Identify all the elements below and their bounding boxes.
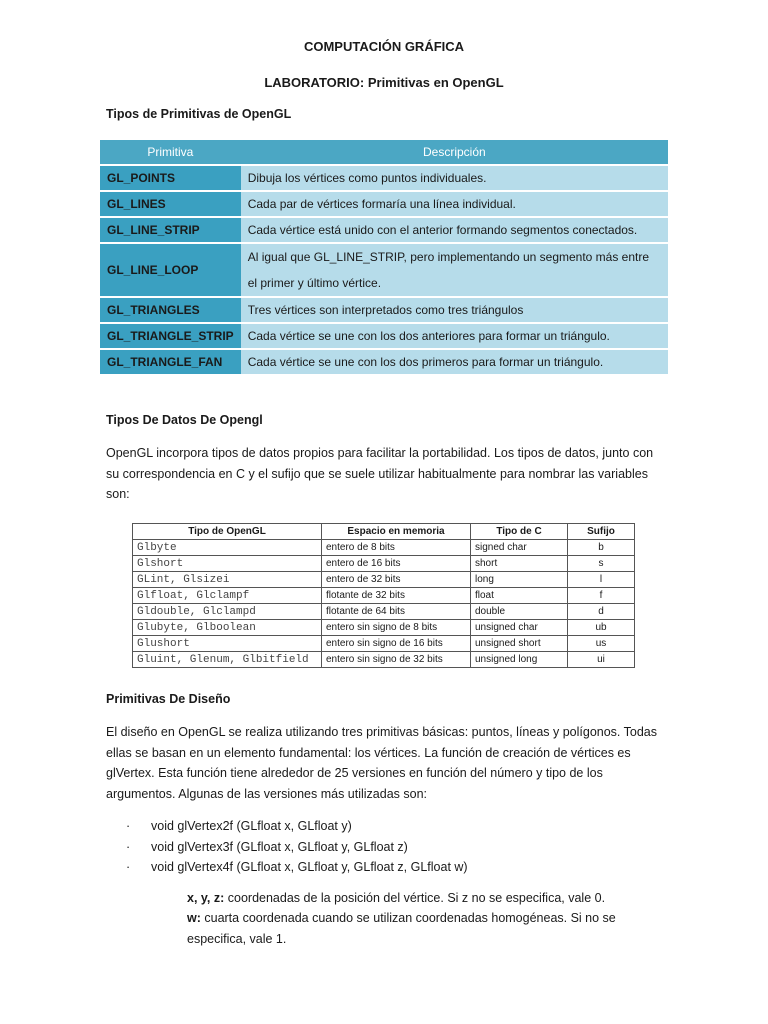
column-header-suffix: Sufijo [568,524,635,540]
memory-cell: entero sin signo de 16 bits [322,636,471,652]
table-row [133,652,635,668]
suffix-cell: l [568,572,635,588]
note-text: coordenadas de la posición del vértice. Si z no se especifica, vale 0. [224,891,606,905]
function-list [126,816,468,878]
table-header-row [133,524,635,540]
primitive-name: GL_TRIANGLES [100,298,241,322]
suffix-cell: d [568,604,635,620]
table-row [100,324,668,348]
column-header-description: Descripción [241,140,668,164]
primitive-name: GL_TRIANGLE_FAN [100,350,241,374]
memory-cell: entero sin signo de 32 bits [322,652,471,668]
c-type-cell: short [471,556,568,572]
table-row [100,218,668,242]
section-heading-primitives: Tipos de Primitivas de OpenGL [106,107,292,121]
column-header-c-type: Tipo de C [471,524,568,540]
suffix-cell: us [568,636,635,652]
note-label: x, y, z: [187,891,225,905]
table-row [100,298,668,322]
c-type-cell: long [471,572,568,588]
memory-cell: entero sin signo de 8 bits [322,620,471,636]
primitive-name: GL_LINE_LOOP [100,244,241,296]
function-signature: void glVertex3f (GLfloat x, GLfloat y, GLfloat z) [151,839,408,854]
note-label: w: [187,911,201,925]
table-row [100,192,668,216]
opengl-type-cell: GLint, Glsizei [133,572,322,588]
opengl-type-cell: Gluint, Glenum, Glbitfield [133,652,322,668]
table-row [133,540,635,556]
primitive-description: Cada vértice se une con los dos primeros para formar un triángulo. [241,350,668,374]
function-signature: void glVertex4f (GLfloat x, GLfloat y, GLfloat z, GLfloat w) [151,860,468,874]
list-item [126,816,468,837]
note-xyz [187,888,637,909]
opengl-type-cell: Glshort [133,556,322,572]
table-row [133,556,635,572]
table-row [133,588,635,604]
suffix-cell: s [568,556,635,572]
list-item [126,837,468,858]
c-type-cell: signed char [471,540,568,556]
primitive-name: GL_LINE_STRIP [100,218,241,242]
data-types-table [132,523,635,668]
column-header-memory: Espacio en memoria [322,524,471,540]
primitive-description: Al igual que GL_LINE_STRIP, pero implementando un segmento más entre el primer y último vértice. [241,244,668,296]
opengl-type-cell: Glubyte, Glboolean [133,620,322,636]
memory-cell: entero de 32 bits [322,572,471,588]
primitive-description: Tres vértices son interpretados como tres triángulos [241,298,668,322]
primitive-name: GL_LINES [100,192,241,216]
primitive-description: Dibuja los vértices como puntos individuales. [241,166,668,190]
suffix-cell: ub [568,620,635,636]
table-row [100,350,668,374]
document-subtitle: LABORATORIO: Primitivas en OpenGL [264,75,504,90]
table-row [100,166,668,190]
bullet-icon: · [126,839,131,854]
memory-cell: entero de 8 bits [322,540,471,556]
column-header-primitive: Primitiva [100,140,241,164]
memory-cell: flotante de 64 bits [322,604,471,620]
data-types-paragraph: OpenGL incorpora tipos de datos propios para facilitar la portabilidad. Los tipos de datos, junto con su correspondencia en C y el sufijo que se suele utilizar habitualmente para nombrar las variables son: [106,446,654,501]
c-type-cell: unsigned short [471,636,568,652]
c-type-cell: unsigned long [471,652,568,668]
table-row [100,244,668,296]
table-header-row [100,140,668,164]
list-item [126,857,468,878]
suffix-cell: b [568,540,635,556]
c-type-cell: double [471,604,568,620]
primitive-description: Cada par de vértices formaría una línea individual. [241,192,668,216]
table-row [133,604,635,620]
section-heading-design-primitives: Primitivas De Diseño [106,692,231,706]
opengl-type-cell: Glushort [133,636,322,652]
suffix-cell: f [568,588,635,604]
primitive-description: Cada vértice se une con los dos anteriores para formar un triángulo. [241,324,668,348]
section-heading-data-types: Tipos De Datos De Opengl [106,413,263,427]
table-row [133,572,635,588]
primitive-name: GL_TRIANGLE_STRIP [100,324,241,348]
table-row [133,636,635,652]
column-header-opengl-type: Tipo de OpenGL [133,524,322,540]
opengl-type-cell: Gldouble, Glclampd [133,604,322,620]
function-signature: void glVertex2f (GLfloat x, GLfloat y) [151,819,352,833]
bullet-icon: · [126,860,131,874]
c-type-cell: unsigned char [471,620,568,636]
primitive-description: Cada vértice está unido con el anterior formando segmentos conectados. [241,218,668,242]
memory-cell: entero de 16 bits [322,556,471,572]
note-w [187,908,637,949]
c-type-cell: float [471,588,568,604]
suffix-cell: ui [568,652,635,668]
bullet-icon: · [126,819,131,833]
opengl-type-cell: Glbyte [133,540,322,556]
table-row [133,620,635,636]
primitive-name: GL_POINTS [100,166,241,190]
note-text: cuarta coordenada cuando se utilizan coordenadas homogéneas. Si no se especifica, vale 1. [187,911,616,946]
design-primitives-paragraph: El diseño en OpenGL se realiza utilizando tres primitivas básicas: puntos, líneas y polígonos. Todas ellas se basan en un elemento fundamental: los vértices. La función de creación de vértices es glVertex. Esta función tiene alrededor de 25 versiones en función del número y tipo de los argumentos. Algunas de las versiones más utilizadas son: [106,725,658,801]
opengl-type-cell: Glfloat, Glclampf [133,588,322,604]
memory-cell: flotante de 32 bits [322,588,471,604]
document-title: COMPUTACIÓN GRÁFICA [303,39,465,54]
primitives-table [100,138,668,376]
